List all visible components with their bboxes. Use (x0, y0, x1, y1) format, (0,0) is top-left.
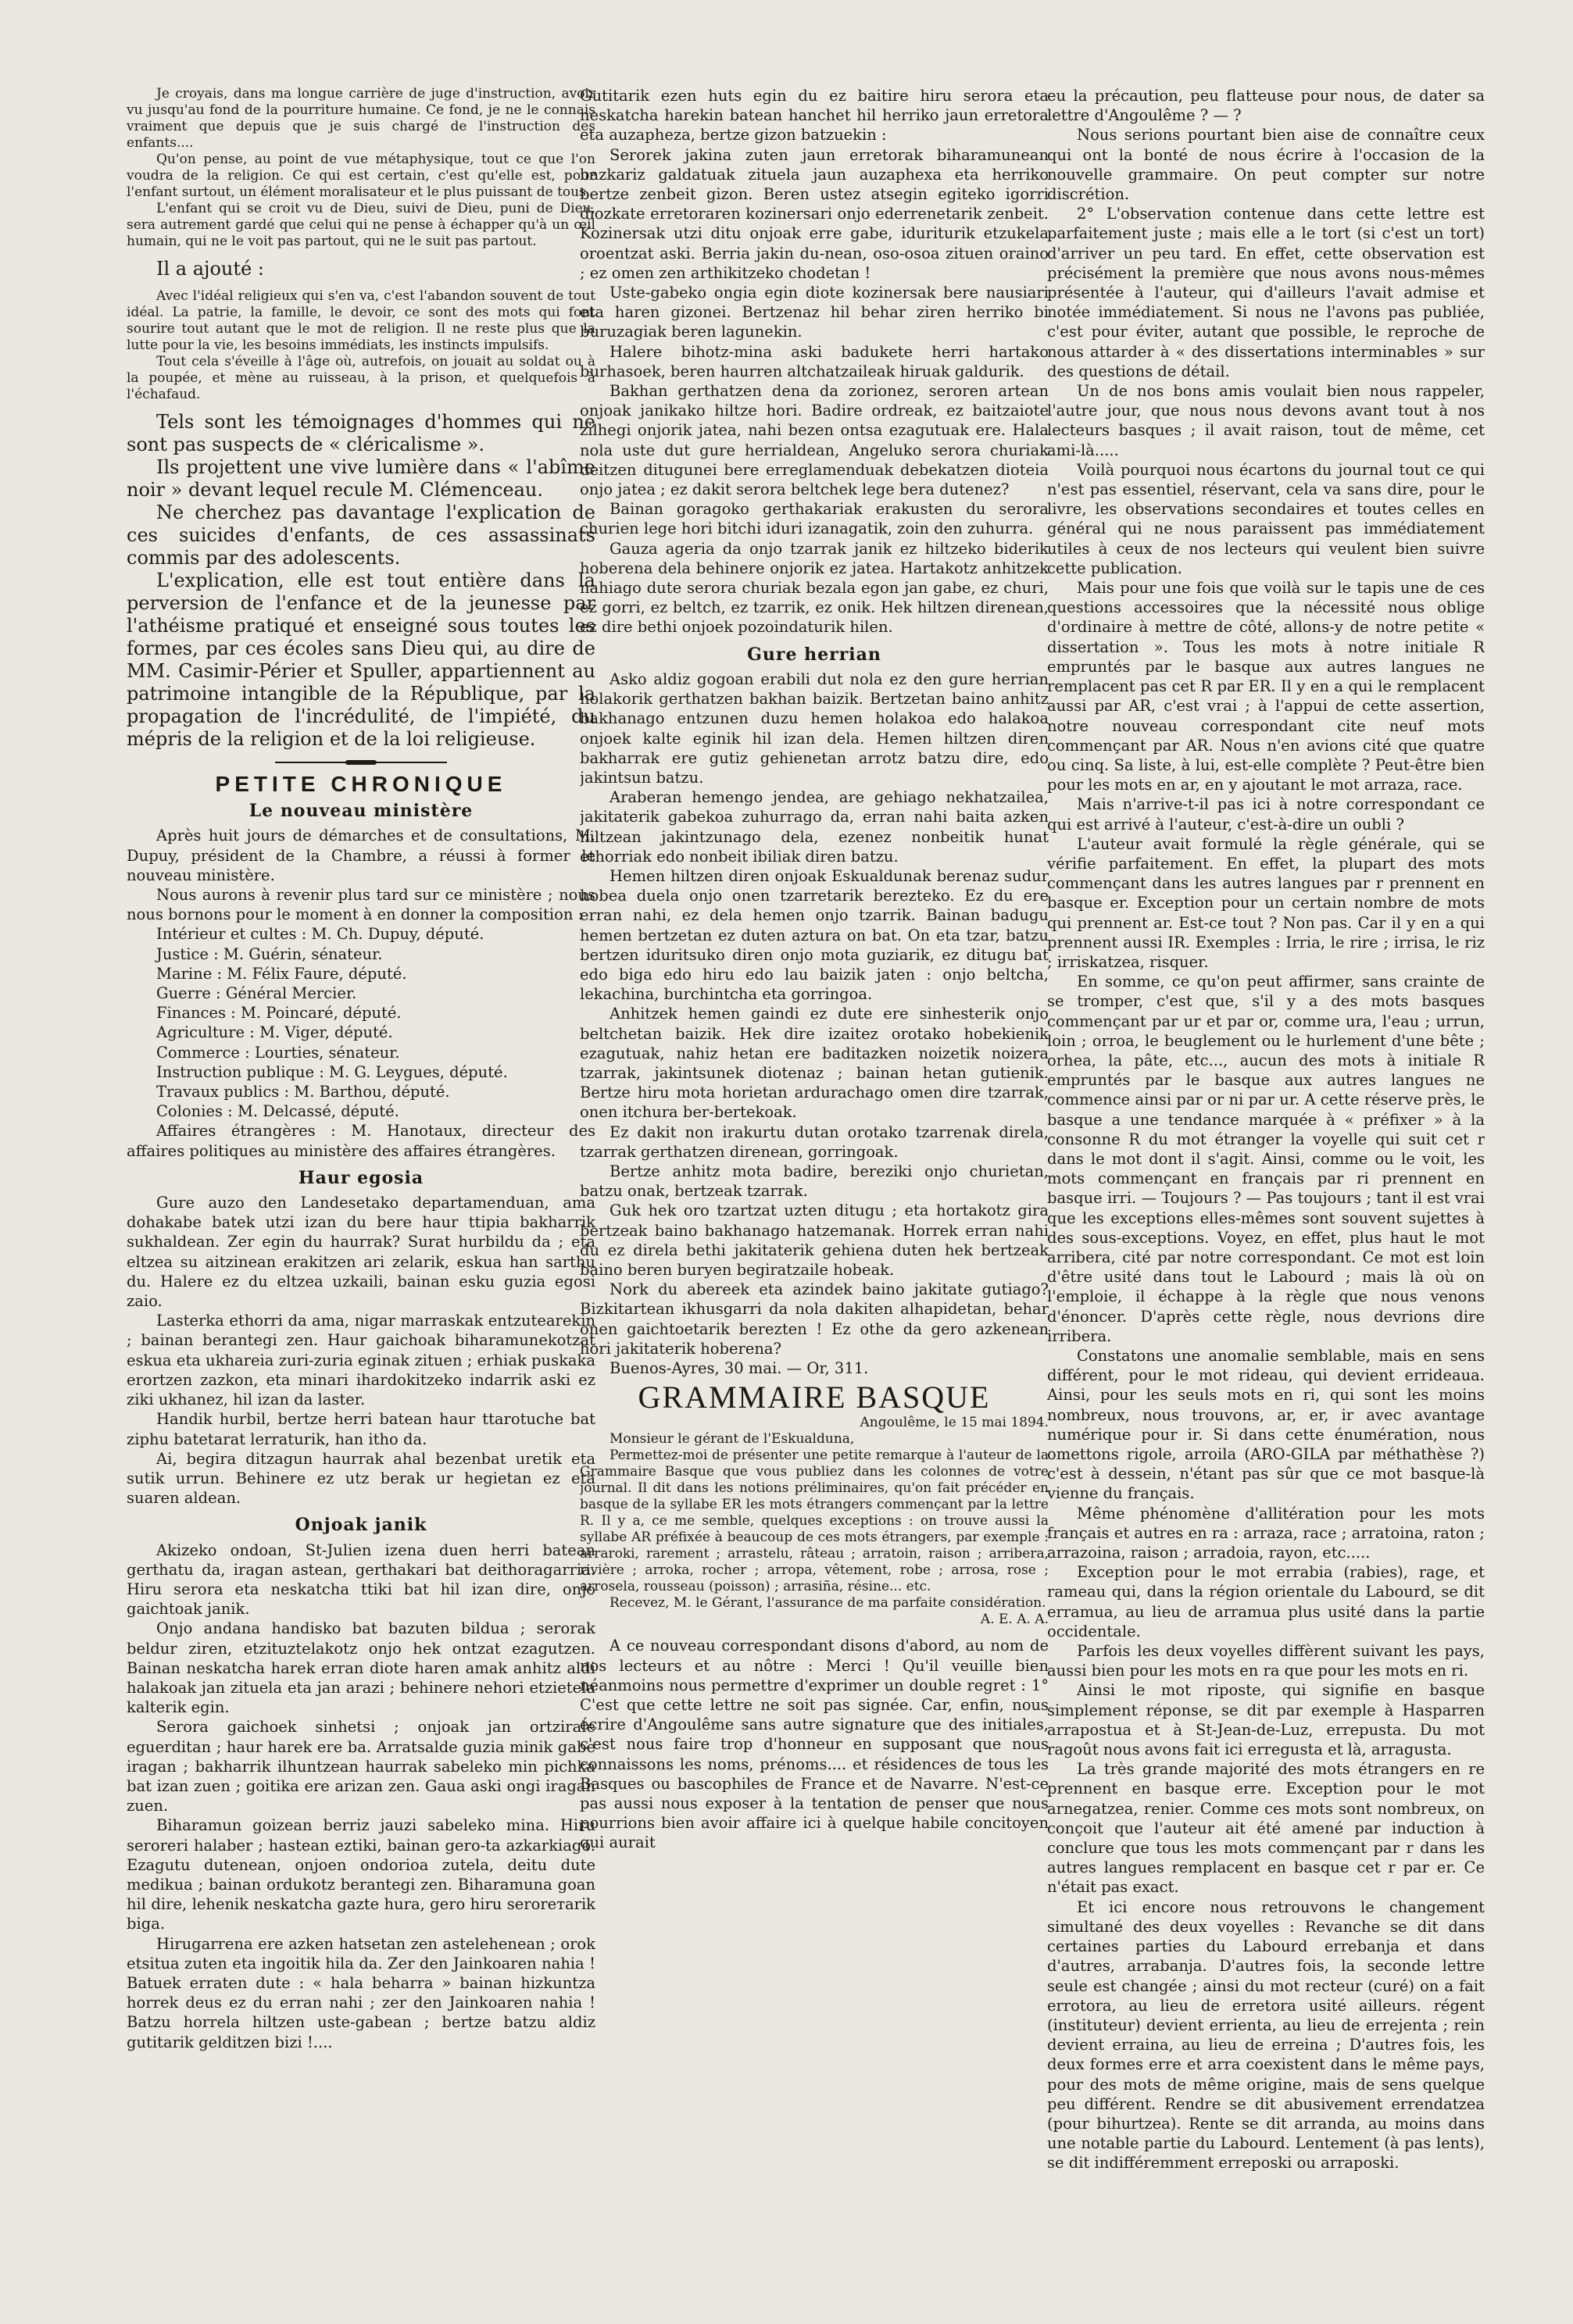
paragraph: Il a ajouté : (156, 258, 264, 280)
paragraph: Mais pour une fois que voilà sur le tapis une de ces questions accessoires que la nécessité nous oblige d'ordinaire à mettre de côté, allons-y de notre petite « dissertation ». Tous les mots à notre initiale R empruntés par le basque aux autres langues ne remplacent pas cet R par ER. Il y en a qui le remplacent aussi par AR, c'est vrai ; à l'appui de cette assertion, notre nouveau correspondant cite neuf mots commençant par AR. Nous n'en avions cité que quatre ou cinq. Sa liste, à lui, est-elle complète ? Peut-être bien pour les mots en ar, en y ajoutant le mot arraza, race. (1047, 579, 1485, 794)
paragraph: Ne cherchez pas davantage l'explication de ces suicides d'enfants, de ces assassinats commis par des adolescents. (127, 502, 595, 569)
paragraph: Après huit jours de démarches et de consultations, M. Dupuy, président de la Chambre, a réussi à former le nouveau ministère. (127, 826, 595, 884)
list-item: Finances : M. Poincaré, député. (156, 1004, 402, 1023)
paragraph: Biharamun goizean berriz jauzi sabeleko mina. Hiru serorerі halaber ; hastean eztiki, bainan gero-ta azkarkiago. Ezagutu dutenean, onjoen ondorioa zutela, deitu dute medikua ; bainan ordukotz berantegi zen. Biharamuna goan hil dire, lehenik neskatcha gazte hura, gero hiru serorетarik biga. (127, 1816, 595, 1933)
quote-1 (127, 86, 595, 250)
paragraph: Qu'on pense, au point de vue métaphysique, tout ce que l'on voudra de la religion. Ce qui est certain, c'est qu'elle est, pour l'enfant surtout, un élément moralisateur et le plus puissant de tous. (127, 152, 595, 200)
paragraph: Halere bihotz-mina aski badukete herri hartako burhasoek, beren haurren altchatzaileak hiruak galdurik. (580, 342, 1049, 380)
paragraph: Gauza ageria da onjo tzarrak janik ez hiltzeko biderik hoberena dela behinere onjorik ez jatea. Hartakotz anhitzek nahiago dute serora churiak bezala egon jan gabe, ez churi, ez gorri, ez beltch, ez tzarrik, ez onik. Hek hiltzen direnean, ez dire bethi onjoek pozoindaturik hilen. (580, 539, 1049, 637)
paragraph: Mais n'arrive-t-il pas ici à notre correspondant ce qui est arrivé à l'auteur, c'est-à-dire un oubli ? (1047, 795, 1485, 834)
paragraph: Nork du abereek eta azindek baino jakitate gutiago? Bizkitartean ikhusgarri da nola dakiten alhapidetan, behar onen gaichtoetarik berezten ! Ez othe da gero azkenean horі jakitaterik hoberena? (580, 1280, 1049, 1358)
list-item: Travaux publics : M. Barthou, député. (156, 1083, 450, 1101)
list-item: Marine : M. Félix Faure, député. (156, 964, 407, 983)
signature: Buenos-Ayres, 30 mai. — Or, 311. (610, 1359, 869, 1377)
article-title: Gure herrian (747, 644, 881, 665)
paragraph: Onjo andana handisko bat bazuten bildua ; serorak beldur ziren, etzituztelakotz onjo hek ontzat ezagutzen. Bainan neskatcha harek erran diote haren amak anhitz aldi halakoak jan zituela eta jan arazi ; behinere nehori etzietela kalterik egin. (127, 1619, 595, 1717)
paragraph: Ai, begira ditzagun haurrak ahal bezenbat uretik eta sutik urrun. Behinere ez utz berak ur hegietan ez eta suaren aldean. (127, 1449, 595, 1508)
list-item: Commerce : Lourties, sénateur. (156, 1043, 400, 1062)
paragraph: L'auteur avait formulé la règle générale, qui se vérifie parfaitement. En effet, la plupart des mots commençant dans les autres langues par r prennent en basque er. Exception pour un certain nombre de mots qui prennent ar. Est-ce tout ? Non pas. Car il y en a qui prennent aussi IR. Exemples : Irria, le rire ; irrisa, le riz ; irriskatzea, risquer. (1047, 834, 1485, 971)
list-item: Instruction publique : M. G. Leygues, député. (156, 1062, 508, 1081)
paragraph: Voilà pourquoi nous écartons du journal tout ce qui n'est pas essentiel, réservant, cela va sans dire, pour le livre, les observations secondaires et toutes celles en général qui ne nous paraissent pas immédiatement utiles à ceux de nos lecteurs qui veulent bien suivre cette publication. (1047, 460, 1485, 577)
paragraph: Handik hurbil, bertze herri batean haur ttarotuche bat ziphu batetarat lerraturik, han itho da. (127, 1410, 595, 1448)
section-title: GRAMMAIRE BASQUE (638, 1380, 991, 1415)
letter-date: Angoulême, le 15 mai 1894. (860, 1415, 1049, 1431)
paragraph: Lasterka ethorri da ama, nigar marraskak entzutearekin ; bainan berantegi zen. Haur gaichoak biharamunekotzat eskua eta ukhareia zuri-zuria eginak zituen ; erhiak puskaka erortzen zazkon, eta minari ihardokitzeko indarrik aski ez ziki ukhanez, hil izan da laster. (127, 1312, 595, 1409)
article-title: Haur egosia (298, 1167, 424, 1188)
paragraph: Serorek jakina zuten jaun erretorak biharamunean bazkariz galdatuak zituela jaun auzaphexa eta herriko bertze zenbeit gizon. Beren ustez atsegin egiteko igorri diozkate erretoraren kozinersari onjo ederrenetarik zenbeit. Kozinersak utzi ditu onjoak erre gabe, iduriturik etzukela oroentzat aski. Berria jakin du-nean, oso-osoa zituen oraino ; ez omen zen arthikitzeko chodetan ! (580, 145, 1049, 282)
paragraph: L'enfant qui se croit vu de Dieu, suivi de Dieu, puni de Dieu, sera autrement gardé que celui qui ne pense à échapper qu'à un œil humain, qui ne le voit pas partout, qui ne le suit pas partout. (127, 201, 595, 249)
paragraph: Gure auzo den Landesetako departamenduan, ama dohakabe batek utzi izan du bere haur ttipia bakharrik sukhaldean. Zer egin du haurrak? Surat hurbildu da ; eta eltzea su aitzinean erakitzen ari zelarik, eskua han sarthu du. Halere ez du eltzea uzkaili, bainan esku guzia egosi zaio. (127, 1194, 595, 1311)
paragraph: Hemen hiltzen diren onjoak Eskualdunak berenaz sudur hobea duela onjo onen tzarretarik berezteko. Ez du ere erran nahi, ez dela hemen onjo tzarrik. Bainan badugu hemen bertzetan ez duten azturа on bat. On eta tzar, batzu bertzen iduritsuko diren onjo mota guziarik, ez ditugu bat edo biga edo hiru edo lau baizik jaten : onjo beltcha, lekachina, burchintcha eta gorringoa. (580, 866, 1049, 1004)
paragraph: Ez dakit non irakurtu dutan orotako tzarrenak direla, tzarrak gerthatzen direnean, gorringoak. (580, 1123, 1049, 1161)
list-item: Agriculture : M. Viger, député. (156, 1023, 393, 1042)
paragraph: A ce nouveau correspondant disons d'abord, au nom de nos lecteurs et au nôtre : Merci ! Qu'il veuille bien néanmoins nous permettre d'exprimer un double regret : 1° C'est que cette lettre ne soit pas signée. Car, enfin, nous écrire d'Angoulême sans autre signature que des initiales, c'est nous faire trop d'honneur en supposant que nous connaissons les noms, prénoms.... et résidences de tous les Basques ou bascophiles de France et de Navarre. N'est-ce pas aussi nous exposer à la tentation de penser que nous pourrions bien avoir affaire ici à quelque habile concitoyen qui aurait (580, 1637, 1049, 1852)
paragraph: Guk hek oro tzartzat uzten ditugu ; eta hortakotz gira bertzeak baino bakhanago hatzemanak. Horrek erran nahi du ez direla bethi jakitaterik gehiena duten hek bertzeak baino beren burуen begiratzaile hobeak. (580, 1201, 1049, 1279)
column-2 (580, 86, 1049, 2219)
list-item: Intérieur et cultes : M. Ch. Dupuy, député. (156, 925, 484, 944)
paragraph: Nous serions pourtant bien aise de connaître ceux qui ont la bonté de nous écrire à l'occasion de la nouvelle grammaire. On peut compter sur notre discrétion. (1047, 126, 1485, 204)
paragraph: Uste-gabeko ongia egin diote kozinersak bere nausiari eta haren gizonei. Bertzenaz hil behar ziren herriko bi buruzagiak beren lagunekin. (580, 284, 1049, 341)
paragraph: Hirugarrena ere azken hatsetan zen astelehenean ; orok etsitua zuten eta ingoitik hila da. Zer den Jainkoaren nahia ! Batuek erraten dute : « hala beharra » bainan hizkuntza horrek deus ez du erran nahi ; zer den Jainkoaren nahia ! Batzu horrela hiltzen uste-gabean ; bertze batzu aldiz gutitarik gelditzen bizi !.... (127, 1934, 595, 2051)
paragraph: 2° L'observation contenue dans cette lettre est parfaitement juste ; mais elle a le tort (si c'est un tort) d'arriver un peu tard. En effet, cette observation est précisément la première que nous avons nous-mêmes présentée à l'auteur, qui d'ailleurs l'avait admise et notée immédiatement. Si nous ne l'avons pas publiée, c'est pour éviter, autant que possible, le reproche de nous attarder à « des dissertations interminables » sur des questions de détail. (1047, 205, 1485, 380)
paragraph: Parfois les deux voyelles diffèrent suivant les pays, aussi bien pour les mots en ra que pour les mots en ri. (1047, 1642, 1485, 1680)
paragraph: En somme, ce qu'on peut affirmer, sans crainte de se tromper, c'est que, s'il y a des mots basques commençant par ur et par or, comme ura, l'eau ; urrun, loin ; orroa, le beuglement ou le hurlement d'une bête ; orhea, la pâte, etc..., aucun des mots à initiale R empruntés par le basque aux autres langues ne commence ainsi par or ni par ur. A cette réserve près, le basque a une tendance marquée à « préfixer » à la consonne R du mot étranger la voyelle qui suit cet r dans le mot dont il s'agit. Ainsi, comme ou le voit, les mots commençant en français par ri prennent en basque irri. — Toujours ? — Pas toujours ; tant il est vrai que les exceptions elles-mêmes sont souvent sujettes à des sous-exceptions. Voyez, en effet, plus haut le mot arribera, cité par notre correspondant. Ce mot est loin d'être usité dans tout le Labourd ; mais là où on l'emploie, il échappe à la règle que nous venons d'énoncer. D'après cette règle, nous devrions dire irribera. (1047, 973, 1485, 1345)
section-divider (275, 760, 447, 765)
paragraph: Bainan goragoko gerthakariak erakusten du serora churien lege hori bitchi iduri izanagatik, zoin den zuhurra. (580, 500, 1049, 538)
paragraph: Asko aldiz gogoan erabili dut nola ez den gure herrian holakorik gerthatzen bakhan baizik. Bertzetan baino anhitz bakhanago entzunen duzu hemen holakoa edo halakoa onjoek kalte eginik hil izan dela. Hemen hiltzen diren bakharrak ere gutiz gehienetan arrotz batzu dire, edo jakintsun batzu. (580, 669, 1049, 787)
letter-salute: Monsieur le gérant de l'Eskualduna, (610, 1431, 855, 1448)
paragraph: L'explication, elle est tout entière dans la perversion de l'enfance et de la jeunesse par l'athéisme pratiqué et enseigné sous toutes les formes, par ces écoles sans Dieu qui, au dire de MM. Casimir-Périer et Spuller, appartiennent au patrimoine intangible de la République, par la propagation de l'incrédulité, de l'impiété, du mépris de la religion et de la loi religieuse. (127, 569, 595, 750)
paragraph: Bertze anhitz mota badire, bereziki onjo churietan, batzu onak, bertzeak tzarrak. (580, 1162, 1049, 1201)
paragraph: La très grande majorité des mots étrangers en re prennent en basque erre. Exception pour le mot arnegatzea, renier. Comme ces mots sont nombreux, on conçoit que l'auteur ait été amené par induction à conclure que tous les mots commençant par r dans les autres langues remplacent en basque cet r par er. Ce n'était pas exact. (1047, 1760, 1485, 1897)
paragraph: eu la précaution, peu flatteuse pour nous, de dater sa lettre d'Angoulême ? — ? (1047, 87, 1485, 125)
letter-body: Permettez-moi de présenter une petite remarque à l'auteur de la Grammaire Basque que vous publiez dans les colonnes de votre journal. Il dit dans les notions préliminaires, qu'on fait précéder en basque de la syllabe ER les mots étrangers commençant par la lettre R. Il y a, ce me semble, quelques exceptions : on trouve aussi la syllabe AR préfixée à beaucoup de ces mots étrangers, par exemple : arraroki, rarement ; arrastelu, râteau ; arratoin, raison ; arribera, rivière ; arroka, rocher ; arropa, vêtement, robe ; arrosa, rose ; arrosela, rousseau (poisson) ; arrasiña, résine... etc. (580, 1448, 1049, 1595)
paragraph: Nous aurons à revenir plus tard sur ce ministère ; nous nous bornons pour le moment à en donner la composition : (127, 886, 595, 924)
paragraph: Je croyais, dans ma longue carrière de juge d'instruction, avoir vu jusqu'au fond de la pourriture humaine. Ce fond, je ne le connais vraiment que depuis que je suis chargé de l'instruction des enfants.... (127, 86, 595, 151)
column-3 (1047, 86, 1485, 2219)
list-item: Guerre : Général Mercier. (156, 984, 357, 1003)
list-item: Justice : M. Guérin, sénateur. (156, 944, 383, 963)
paragraph: Ainsi le mot riposte, qui signifie en basque simplement réponse, se dit par exemple à Hasparren arrapostua et à St-Jean-de-Luz, errepusta. Du mot ragoût nous avons fait ici erregusta et là, arragusta. (1047, 1681, 1485, 1759)
paragraph: Tels sont les témoignages d'hommes qui ne sont pas suspects de « cléricalisme ». (127, 411, 595, 455)
letter-initials: A. E. A. A. (980, 1612, 1049, 1628)
paragraph: Même phénomène d'allitération pour les mots français et autres en ra : arraza, race ; arratoina, raton ; arrazoina, raison ; arradoia, rayon, etc..... (1047, 1504, 1485, 1562)
paragraph: Akizeko ondoan, St-Julien izena duen herri batean gerthatu da, iragan astean, gerthakari bat deithoragarria. Hiru serora eta neskatcha ttiki bat hil izan dire, onjo gaichtoak janik. (127, 1540, 595, 1619)
article-title: Onjoak janik (295, 1515, 427, 1536)
list-item: Affaires étrangères : M. Hanotaux, directeur des affaires politiques au ministère des affaires étrangères. (127, 1122, 595, 1160)
paragraph: Ils projettent une vive lumière dans « l'abîme noir » devant lequel recule M. Clémenceau. (127, 456, 595, 501)
paragraph: Et ici encore nous retrouvons le changement simultané des deux voyelles : Revanche se dit dans certaines parties du Labourd errebanja et dans d'autres, arrabanja. D'autres fois, la seconde lettre seule est changée ; ainsi du mot recteur (curé) on a fait errotora, au lieu de erretora usité ailleurs. régent (instituteur) devient errienta, au lieu de errejenta ; rein devient erraina, au lieu de erreina ; D'autres fois, les deux formes erre et arra coexistent dans le même pays, pour des mots de même origine, mais de sens quelque peu différent. Rendre se dit abusivement errendatzea (pour bihurtzea). Rente se dit arranda, au moins dans une notable partie du Labourd. Lentement (à pas lents), se dit indifféremment erreposki ou arraposki. (1047, 1897, 1485, 2172)
paragraph: Un de nos bons amis voulait bien nous rappeler, l'autre jour, que nous nous devons avant tout à nos lecteurs basques ; il avait raison, tout de même, cet ami-là..... (1047, 382, 1485, 459)
article-title: Le nouveau ministère (248, 801, 474, 822)
section-title: PETITE CHRONIQUE (215, 772, 507, 796)
paragraph: Constatons une anomalie semblable, mais en sens différent, pour le mot rideau, qui devient errideaua. Ainsi, pour les seuls mots en ri, qui sont les moins nombreux, nous trouvons, ar, er, ir avec avantage numérique pour ir. Si dans cette énumération, nous omettons rigole, arroila (ARO-GILA par méthathèse ?) c'est à dessein, n'étant pas sûr que ce mot basque-là vienne du français. (1047, 1347, 1485, 1503)
paragraph: Bakhan gerthatzen dena da zorionez, seroren artean onjoak janikako hiltze hori. Badire ordreak, ez baitzaiote zilhegi onjorik jatea, nahi bezen ontsa ezagutuak ere. Hala nola uste dut gure herrialdean, Angeluko serora churiak deitzen dituguneі bere erreglamenduak debekatzen dioteia onjo jatea ; ez dakit serora beltchek lege bera dutenez? (580, 382, 1049, 499)
paragraph: Avec l'idéal religieux qui s'en va, c'est l'abandon souvent de tout idéal. La patrie, la famille, le devoir, ce sont des mots qui font sourire tout autant que le mot de religion. Il ne reste plus que la lutte pour la vie, les besoins immédiats, les instincts impulsifs. (127, 288, 595, 353)
paragraph: Exception pour le mot errabia (rabies), rage, et rameau qui, dans la région orientale du Labourd, se dit erramua, au lieu de arramua plus usité dans la partie occidentale. (1047, 1563, 1485, 1640)
paragraph: Tout cela s'éveille à l'âge où, autrefois, on jouait au soldat ou à la poupée, et mène au ruisseau, à la prison, et quelquefois à l'échafaud. (127, 354, 595, 402)
letter-close: Recevez, M. le Gérant, l'assurance de ma parfaite considération. (610, 1595, 1046, 1612)
paragraph: Serora gaichoek sinhetsi ; onjoak jan ortzirale eguerditan ; haur harek ere ba. Arratsalde guzia minik gabe iragan ; bakharrik ilhuntzean haurrak sabeleko min pichka bat izan zuen ; goitika ere arizan zen. Gaua aski ongi iragan zuen. (127, 1718, 595, 1815)
paragraph: Gutitarik ezen huts egin du ez baitire hiru serora eta neskatcha harekin batean hanchet hil herriko jaun erretora eta auzapheza, bertze gizon batzuekin : (580, 87, 1049, 145)
column-1 (127, 86, 595, 2258)
list-item: Colonies : M. Delcassé, député. (156, 1102, 399, 1121)
paragraph: Araberan hemengo jendea, are gehiago nekhatzailea, jakitaterik gabekoa zuhurrago da, erran nahi baita azken hiltzean jakintzunago dela, ezenez nonbeitik hunat ethorriak edo nonbeit ibiliak diren batzu. (580, 788, 1049, 866)
paragraph: Anhitzek hemen gaindi ez dute ere sinhesterik onjo beltchetan baizik. Hek dire izaitez orotako hobekienik ezagutuak, nahiz hetan ere baditazken noizetik noizera tzarrak, jakintsunek diotenaz ; bainan hetan gutienik. Bertze hiru mota horietan ardurachago omen dire tzarrak, onen itchura ber-bertekoak. (580, 1005, 1049, 1122)
